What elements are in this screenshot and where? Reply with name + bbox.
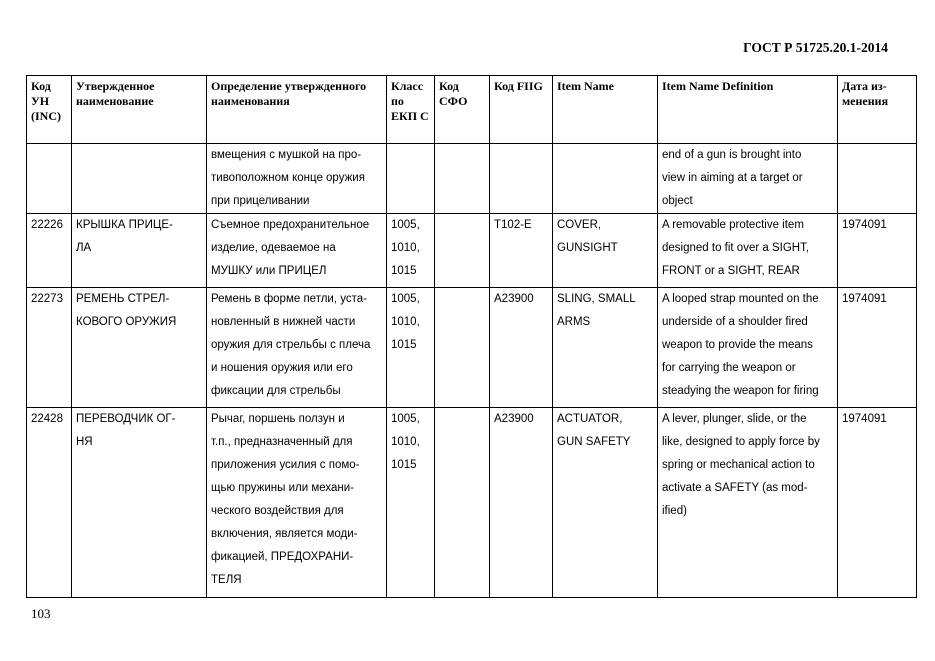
cell-fiig: A23900 [490,408,553,598]
cell-sfo [435,288,490,408]
cell-code: 22226 [27,214,72,288]
cell-item-name: SLING, SMALL ARMS [553,288,658,408]
cell-sfo [435,408,490,598]
cell-item-definition: A looped strap mounted on the underside of a shoulder fired weapon to provide the means for carrying the weapon or steadying the weapon for firing [658,288,838,408]
table-row [27,214,917,288]
cell-name [72,144,207,214]
cell-sfo [435,214,490,288]
cell-code: 22428 [27,408,72,598]
col-header-approved-name: Утвержденное наименование [72,76,207,144]
cell-class: 1005, 1010, 1015 [387,214,435,288]
col-header-definition: Определение утвержденного наименования [207,76,387,144]
cell-date: 1974091 [838,214,917,288]
cell-definition: вмещения с мушкой на про- тивоположном конце оружия при прицеливании [207,144,387,214]
cell-definition: Ремень в форме петли, уста- новленный в нижней части оружия для стрельбы с плеча и ношения оружия или его фиксации для стрельбы [207,288,387,408]
cell-item-definition: A lever, plunger, slide, or the like, designed to apply force by spring or mechanical action to activate a SAFETY (as mod- ified) [658,408,838,598]
cell-date: 1974091 [838,288,917,408]
cell-class: 1005, 1010, 1015 [387,408,435,598]
cell-item-name: COVER, GUNSIGHT [553,214,658,288]
cell-name: РЕМЕНЬ СТРЕЛ- КОВОГО ОРУЖИЯ [72,288,207,408]
col-header-item-name-definition: Item Name Definition [658,76,838,144]
inc-table [26,75,917,598]
table-header-row [27,76,917,144]
col-header-sfo-code: Код СФО [435,76,490,144]
cell-date: 1974091 [838,408,917,598]
document-header: ГОСТ Р 51725.20.1-2014 [743,40,888,55]
cell-sfo [435,144,490,214]
table-row [27,144,917,214]
col-header-fiig-code: Код FIIG [490,76,553,144]
page-number: 103 [31,606,51,621]
table-row [27,408,917,598]
cell-definition: Рычаг, поршень ползун и т.п., предназначенный для приложения усилия с помо- щью пружины или механи- ческого воздействия для включения, является моди- фикацией, ПРЕДОХРАНИ- ТЕЛЯ [207,408,387,598]
cell-definition: Съемное предохранительное изделие, одеваемое на МУШКУ или ПРИЦЕЛ [207,214,387,288]
cell-name: ПЕРЕВОДЧИК ОГ- НЯ [72,408,207,598]
cell-date [838,144,917,214]
cell-fiig: T102-E [490,214,553,288]
cell-name: КРЫШКА ПРИЦЕ- ЛА [72,214,207,288]
cell-item-definition: end of a gun is brought into view in aiming at a target or object [658,144,838,214]
cell-class: 1005, 1010, 1015 [387,288,435,408]
cell-class [387,144,435,214]
cell-code [27,144,72,214]
col-header-change-date: Дата из- менения [838,76,917,144]
cell-item-definition: A removable protective item designed to fit over a SIGHT, FRONT or a SIGHT, REAR [658,214,838,288]
cell-item-name [553,144,658,214]
cell-code: 22273 [27,288,72,408]
col-header-class: Класс по ЕКП С [387,76,435,144]
table-row [27,288,917,408]
cell-fiig: A23900 [490,288,553,408]
col-header-item-name: Item Name [553,76,658,144]
cell-fiig [490,144,553,214]
col-header-inc-code: Код УН (INC) [27,76,72,144]
cell-item-name: ACTUATOR, GUN SAFETY [553,408,658,598]
